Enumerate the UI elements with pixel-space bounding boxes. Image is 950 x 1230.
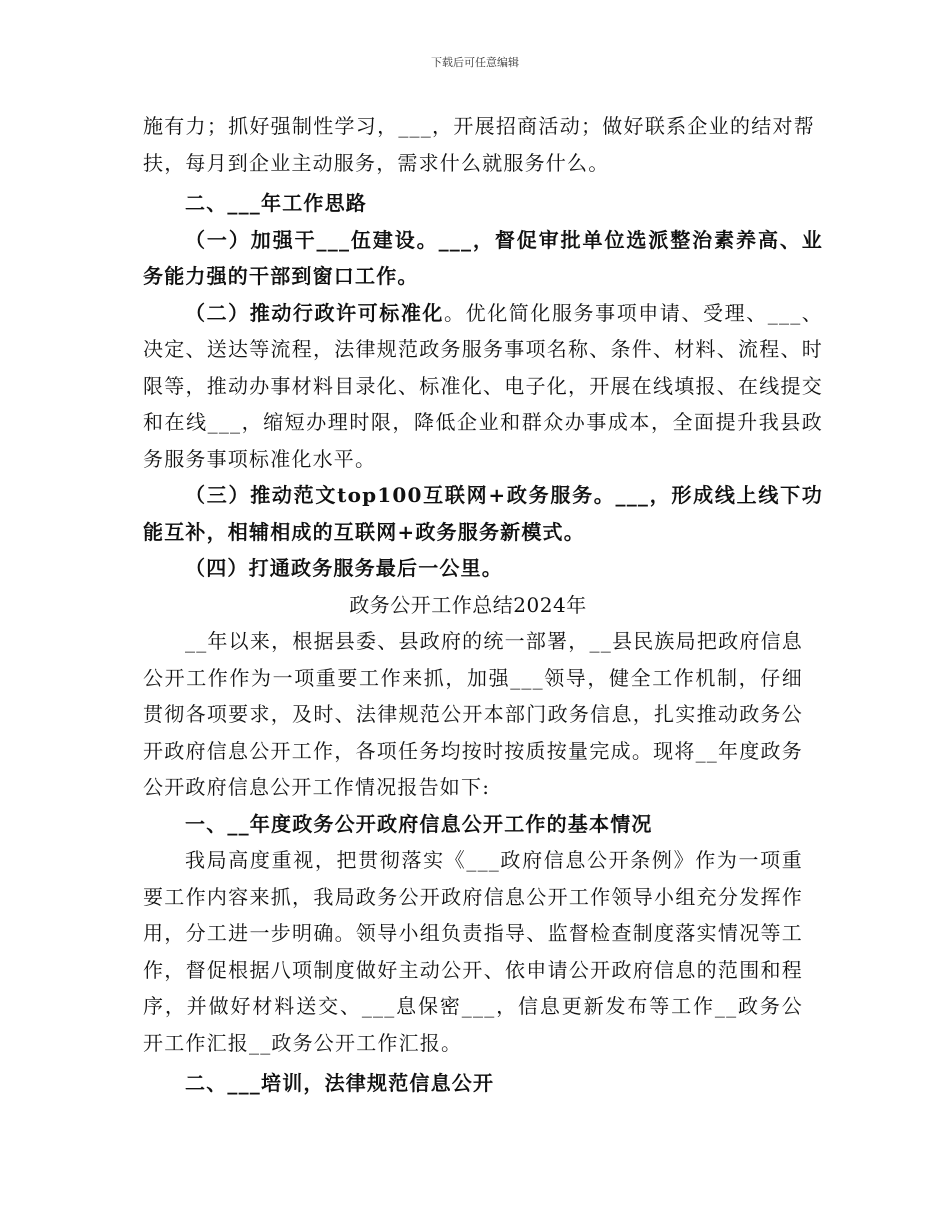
item-4-last-mile: （四）打通政务服务最后一公里。: [185, 556, 503, 580]
page-header: 下载后可任意编辑: [431, 56, 519, 69]
item-2-body: 。优化简化服务事项申请、受理、___、决定、送达等流程，法律规范政务服务事项名称、条件、材料、流程、时限等，推动办事材料目录化、标准化、电子化，开展在线填报、在线提交和在线___，缩短办理时限，降低企业和群众办事成本，全面提升我县政务服务事项标准化水平。: [143, 300, 823, 471]
item-1-team-building: （一）加强干___伍建设。___，督促审批单位选派整治素养高、业务能力强的干部到窗口工作。: [143, 227, 823, 288]
paragraph-continuation: 施有力；抓好强制性学习，___，开展招商活动；做好联系企业的结对帮扶，每月到企业主动服务，需求什么就服务什么。: [143, 114, 815, 175]
basic-situation-paragraph: 我局高度重视，把贯彻落实《___政府信息公开条例》作为一项重要工作内容来抓，我局政务公开政府信息公开工作领导小组充分发挥作用，分工进一步明确。领导小组负责指导、监督检查制度落实情况等工作，督促根据八项制度做好主动公开、依申请公开政府信息的范围和程序，并做好材料送交、___息保密___，信息更新发布等工作__政务公开工作汇报__政务公开工作汇报。: [143, 848, 803, 1055]
section-heading-training: 二、___培训，法律规范信息公开: [185, 1071, 495, 1095]
item-3-internet-plus: （三）推动范文top100互联网+政务服务。___，形成线上线下功能互补，相辅相成的互联网+政务服务新模式。: [143, 483, 823, 544]
section-heading-basic-situation: 一、__年度政务公开政府信息公开工作的基本情况: [185, 811, 653, 836]
item-2-standardization: [143, 295, 823, 478]
section-heading-work-ideas: 二、___年工作思路: [185, 191, 367, 215]
document-body: [143, 108, 823, 1102]
document-title: 政务公开工作总结2024年: [349, 592, 587, 617]
intro-paragraph: __年以来，根据县委、县政府的统一部署，__县民族局把政府信息公开工作作为一项重要工作来抓，加强___领导，健全工作机制，仔细贯彻各项要求，及时、法律规范公开本部门政务信息，扎实推动政务公开政府信息公开工作，各项任务均按时按质按量完成。现将__年度政务公开政府信息公开工作情况报告如下:: [143, 629, 803, 799]
item-2-heading: （二）推动行政许可标准化: [185, 300, 445, 325]
